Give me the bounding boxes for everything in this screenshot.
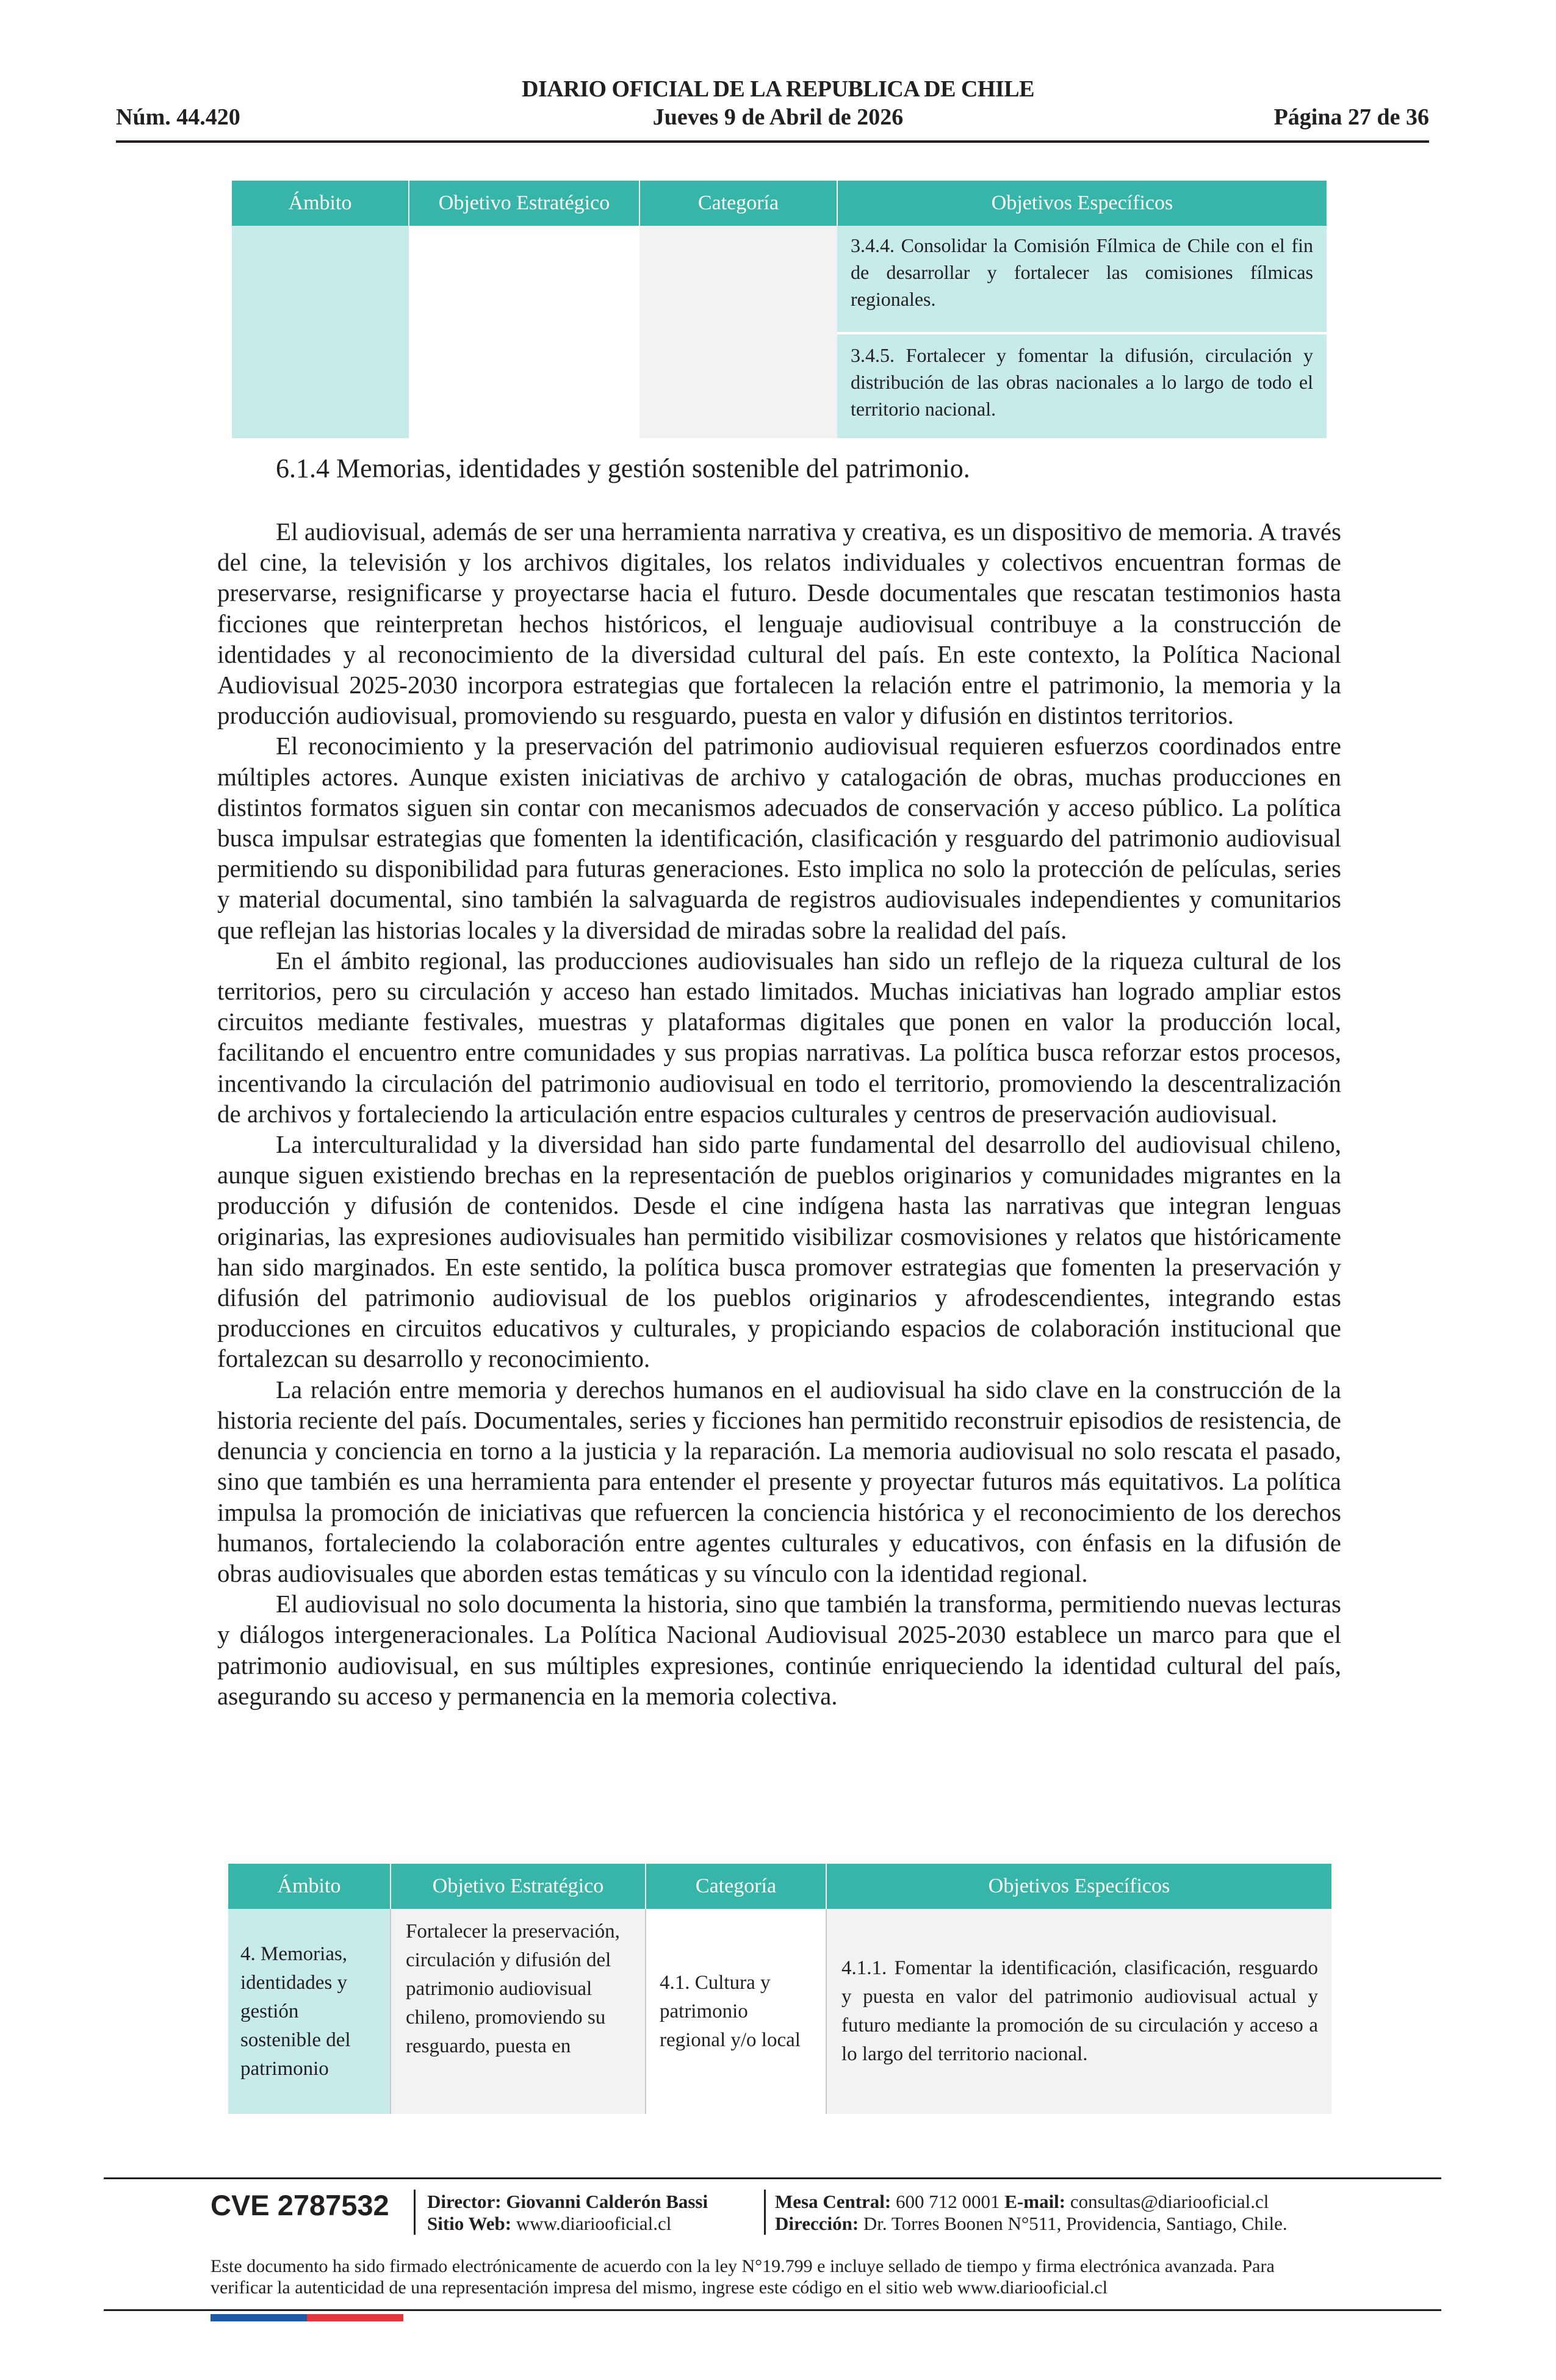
header-objetivo-estrategico: Objetivo Estratégico: [391, 1864, 646, 1909]
cell-categoria: 4.1. Cultura y patrimonio regional y/o local: [646, 1909, 826, 2114]
page-number: Página 27 de 36: [1273, 104, 1429, 130]
web-link[interactable]: www.diariooficial.cl: [516, 2213, 672, 2234]
footer-divider-bottom: [104, 2309, 1441, 2311]
electronic-signature-note: Este documento ha sido firmado electrónicamente de acuerdo con la ley N°19.799 e incluye sellado de tiempo y firma electrónica avanzada. Para verificar la autenticidad de una representación impresa del mismo, ingrese este código en el sitio web www.diariooficial.cl: [211, 2256, 1275, 2298]
objectives-table-top: [232, 181, 1327, 438]
cell-categoria-empty: [639, 226, 837, 438]
address-text: Dr. Torres Boonen N°511, Providencia, Santiago, Chile.: [863, 2213, 1288, 2234]
table-header-row: [228, 1864, 1331, 1909]
cell-objetivo-estrategico: Fortalecer la preservación, circulación y difusión del patrimonio audiovisual chileno, promoviendo su resguardo, puesta en: [391, 1909, 646, 2114]
issue-number: Núm. 44.420: [116, 104, 240, 130]
section-heading: 6.1.4 Memorias, identidades y gestión sostenible del patrimonio.: [276, 453, 970, 483]
objectives-table-bottom: [228, 1864, 1331, 2114]
paragraph: El reconocimiento y la preservación del patrimonio audiovisual requieren esfuerzos coordinados entre múltiples actores. Aunque existen iniciativas de archivo y catalogación de obras, muchas producciones en distintos formatos siguen sin contar con mecanismos adecuados de conservación y acceso público. La política busca impulsar estrategias que fomenten la identificación, clasificación y resguardo del patrimonio audiovisual permitiendo su disponibilidad para futuras generaciones. Esto implica no solo la protección de películas, series y material documental, sino también la salvaguarda de registros audiovisuales independientes y comunitarios que reflejan las historias locales y la diversidad de miradas sobre la realidad del país.: [217, 732, 1341, 944]
header-divider: [116, 140, 1429, 143]
mesa-label: Mesa Central:: [775, 2191, 891, 2212]
table-row: [228, 1909, 1331, 2114]
header-ambito: Ámbito: [228, 1864, 391, 1909]
email-label: E-mail:: [1004, 2191, 1066, 2212]
director-name: Giovanni Calderón Bassi: [506, 2191, 708, 2212]
cell-ambito-empty: [232, 226, 409, 438]
mesa-phone: 600 712 0001: [896, 2191, 1000, 2212]
web-label: Sitio Web:: [427, 2213, 512, 2234]
email-link[interactable]: consultas@diariooficial.cl: [1070, 2191, 1269, 2212]
table-row: [232, 226, 1327, 333]
footer-director-block: [427, 2191, 708, 2235]
cell-objetivo-empty: [409, 226, 639, 438]
table-header-row: [232, 181, 1327, 226]
cell-objetivo-especifico: 4.1.1. Fomentar la identificación, clasificación, resguardo y puesta en valor del patrimonio audiovisual actual y futuro mediante la promoción de su circulación y acceso a lo largo del territorio nacional.: [826, 1909, 1331, 2114]
flag-stripe-blue: [211, 2314, 307, 2321]
paragraph: La interculturalidad y la diversidad han sido parte fundamental del desarrollo del audiovisual chileno, aunque siguen existiendo brechas en la representación de pueblos originarios y comunidades migrantes en la producción y difusión de contenidos. Desde el cine indígena hasta las narrativas que integran lenguas originarias, las expresiones audiovisuales han permitido visibilizar cosmovisiones y relatos que históricamente han sido marginados. En este sentido, la política busca promover estrategias que fomenten la preservación y difusión del patrimonio audiovisual de los pueblos originarios y afrodescendientes, integrando estas producciones en circuitos educativos y culturales, y propiciando espacios de colaboración institucional que fortalezcan su desarrollo y reconocimiento.: [217, 1130, 1341, 1373]
director-label: Director:: [427, 2191, 502, 2212]
footer-separator: [414, 2190, 416, 2235]
header-categoria: Categoría: [639, 181, 837, 226]
flag-stripe-red: [307, 2314, 403, 2321]
header-objetivos-especificos: Objetivos Específicos: [837, 181, 1327, 226]
header-objetivo-estrategico: Objetivo Estratégico: [409, 181, 639, 226]
header-objetivos-especificos: Objetivos Específicos: [826, 1864, 1331, 1909]
paragraph: El audiovisual, además de ser una herramienta narrativa y creativa, es un dispositivo de memoria. A través del cine, la televisión y los archivos digitales, los relatos individuales y colectivos encuentran formas de preservarse, resignificarse y proyectarse hacia el futuro. Desde documentales que rescatan testimonios hasta ficciones que reinterpretan hechos históricos, el lenguaje audiovisual contribuye a la construcción de identidades y al reconocimiento de la diversidad cultural del país. En este contexto, la Política Nacional Audiovisual 2025-2030 incorpora estrategias que fortalecen la relación entre el patrimonio, la memoria y la producción audiovisual, promoviendo su resguardo, puesta en valor y difusión en distintos territorios.: [217, 517, 1341, 730]
section-body: [217, 516, 1341, 1711]
paragraph: La relación entre memoria y derechos humanos en el audiovisual ha sido clave en la construcción de la historia reciente del país. Documentales, series y ficciones han permitido reconstruir episodios de resistencia, de denuncia y conciencia en torno a la justicia y la reparación. La memoria audiovisual no solo rescata el pasado, sino que también es una herramienta para entender el presente y proyectar futuros más equitativos. La política impulsa la promoción de iniciativas que refuercen la conciencia histórica y el reconocimiento de los derechos humanos, fortaleciendo la colaboración entre agentes culturales y educativos, con énfasis en la difusión de obras audiovisuales que aborden estas temáticas y su vínculo con la identidad regional.: [217, 1375, 1341, 1587]
specific-objective-3-4-4: 3.4.4. Consolidar la Comisión Fílmica de Chile con el fin de desarrollar y fortalecer las comisiones fílmicas regionales.: [837, 226, 1327, 333]
paragraph: El audiovisual no solo documenta la historia, sino que también la transforma, permitiendo nuevas lecturas y diálogos intergeneracionales. La Política Nacional Audiovisual 2025-2030 establece un marco para que el patrimonio audiovisual, en sus múltiples expresiones, continúe enriqueciendo la identidad cultural del país, asegurando su acceso y permanencia en la memoria colectiva.: [217, 1590, 1341, 1710]
issue-date: Jueves 9 de Abril de 2026: [652, 104, 904, 130]
cve-code: CVE 2787532: [211, 2189, 389, 2221]
newspaper-title: DIARIO OFICIAL DE LA REPUBLICA DE CHILE: [522, 76, 1034, 102]
header-ambito: Ámbito: [232, 181, 409, 226]
specific-objective-3-4-5: 3.4.5. Fortalecer y fomentar la difusión, circulación y distribución de las obras nacionales a lo largo de todo el territorio nacional.: [837, 333, 1327, 438]
footer-contact-block: [775, 2191, 1288, 2235]
address-label: Dirección:: [775, 2213, 859, 2234]
footer-divider-top: [104, 2177, 1441, 2179]
footer-separator: [764, 2190, 766, 2235]
header-categoria: Categoría: [646, 1864, 826, 1909]
cell-ambito: 4. Memorias, identidades y gestión sostenible del patrimonio: [228, 1909, 391, 2114]
paragraph: En el ámbito regional, las producciones audiovisuales han sido un reflejo de la riqueza cultural de los territorios, pero su circulación y acceso han estado limitados. Muchas iniciativas han logrado ampliar estos circuitos mediante festivales, muestras y plataformas digitales que ponen en valor la producción local, facilitando el encuentro entre comunidades y sus propias narrativas. La política busca reforzar estos procesos, incentivando la circulación del patrimonio audiovisual en todo el territorio, promoviendo la descentralización de archivos y fortaleciendo la articulación entre espacios culturales y centros de preservación audiovisual.: [217, 946, 1341, 1128]
